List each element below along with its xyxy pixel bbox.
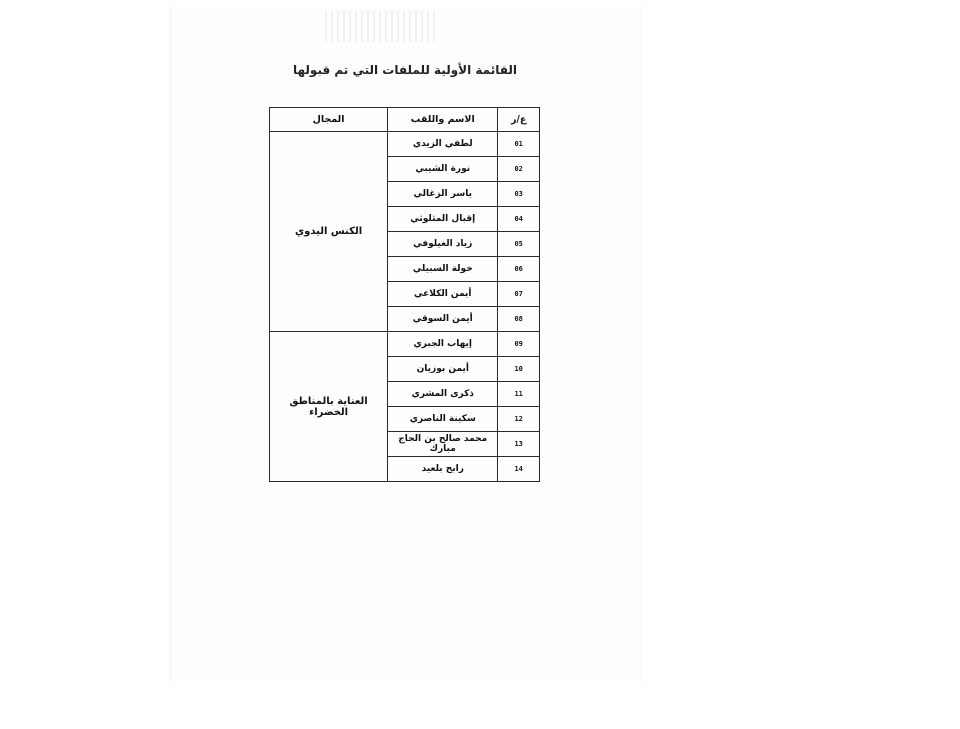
row-number: 04: [498, 207, 540, 232]
row-name: أيمن السوقي: [388, 307, 498, 332]
row-number: 13: [498, 432, 540, 457]
document-title: القائمة الأولية للملفات التي تم قبولها: [292, 63, 517, 77]
header-field: المجال: [270, 108, 388, 132]
row-name: إيهاب الجبري: [388, 332, 498, 357]
row-number: 10: [498, 357, 540, 382]
field-cell: الكنس اليدوي: [270, 132, 388, 332]
row-number: 12: [498, 407, 540, 432]
row-number: 07: [498, 282, 540, 307]
row-number: 11: [498, 382, 540, 407]
row-name: محمد صالح بن الحاج مبارك: [388, 432, 498, 457]
row-number: 05: [498, 232, 540, 257]
row-name: سكينة الناصري: [388, 407, 498, 432]
row-name: لطفي الزيدي: [388, 132, 498, 157]
row-name: ياسر الزغالي: [388, 182, 498, 207]
row-name: إقبال المثلوثي: [388, 207, 498, 232]
row-number: 03: [498, 182, 540, 207]
table-row: [270, 332, 540, 357]
row-number: 14: [498, 457, 540, 482]
row-name: رابح بلعيد: [388, 457, 498, 482]
row-number: 06: [498, 257, 540, 282]
row-name: أيمن بوزيان: [388, 357, 498, 382]
row-number: 08: [498, 307, 540, 332]
row-name: أيمن الكلاعي: [388, 282, 498, 307]
row-number: 01: [498, 132, 540, 157]
header-number: ع/ر: [498, 108, 540, 132]
field-cell: العناية بالمناطق الخضراء: [270, 332, 388, 482]
row-name: خولة السبيلي: [388, 257, 498, 282]
table-header-row: [270, 108, 540, 132]
row-name: ذكرى المشري: [388, 382, 498, 407]
faint-header-stamp: [325, 10, 435, 42]
row-number: 02: [498, 157, 540, 182]
row-name: زياد الغيلوفي: [388, 232, 498, 257]
header-name: الاسم واللقب: [388, 108, 498, 132]
row-number: 09: [498, 332, 540, 357]
accepted-files-table: [269, 107, 540, 482]
table-row: [270, 132, 540, 157]
row-name: نورة الشيبي: [388, 157, 498, 182]
